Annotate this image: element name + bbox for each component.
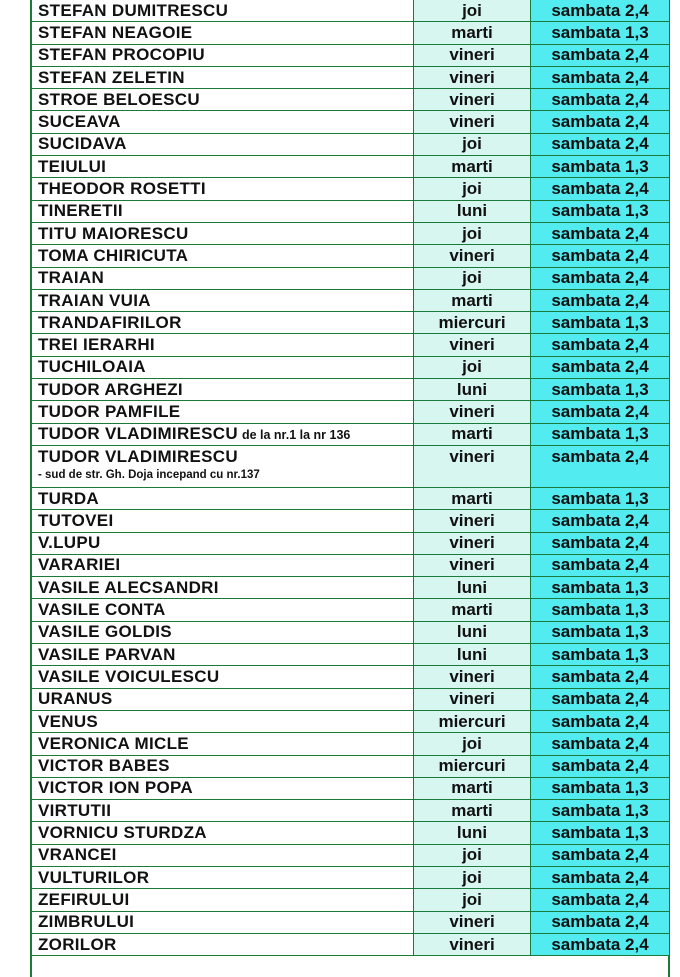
table-row <box>32 933 670 955</box>
street-name-cell <box>32 379 414 401</box>
street-name: VASILE ALECSANDRI <box>38 577 219 597</box>
collection-day-cell: vineri <box>414 89 531 111</box>
table-row <box>32 554 670 576</box>
table-row <box>32 222 670 244</box>
street-name: STEFAN ZELETIN <box>38 67 185 87</box>
collection-day-cell: vineri <box>414 401 531 423</box>
street-name: TURDA <box>38 488 99 508</box>
table-row <box>32 267 670 289</box>
street-name: VRANCEI <box>38 845 117 865</box>
saturday-schedule-cell: sambata 1,3 <box>531 423 670 445</box>
street-name-cell <box>32 423 414 445</box>
street-name: TITU MAIORESCU <box>38 223 189 243</box>
collection-day-cell: marti <box>414 156 531 178</box>
saturday-schedule-cell: sambata 2,4 <box>531 733 670 755</box>
table-row <box>32 487 670 509</box>
street-name-cell <box>32 644 414 666</box>
street-name-cell <box>32 755 414 777</box>
collection-day-cell: joi <box>414 844 531 866</box>
street-name: SUCEAVA <box>38 112 121 132</box>
collection-day-cell: marti <box>414 487 531 509</box>
saturday-schedule-cell: sambata 1,3 <box>531 599 670 621</box>
table-row <box>32 178 670 200</box>
table-row <box>32 889 670 911</box>
saturday-schedule-cell: sambata 2,4 <box>531 0 670 22</box>
street-name: VASILE PARVAN <box>38 644 176 664</box>
saturday-schedule-cell: sambata 1,3 <box>531 156 670 178</box>
street-name: ZORILOR <box>38 934 117 954</box>
collection-day-cell: luni <box>414 577 531 599</box>
street-name: TINERETII <box>38 201 123 221</box>
saturday-schedule-cell: sambata 2,4 <box>531 133 670 155</box>
collection-day-cell: vineri <box>414 933 531 955</box>
street-name-cell <box>32 710 414 732</box>
saturday-schedule-cell: sambata 1,3 <box>531 621 670 643</box>
saturday-schedule-cell: sambata 2,4 <box>531 289 670 311</box>
collection-day-cell: vineri <box>414 44 531 66</box>
street-name: VIRTUTII <box>38 800 112 820</box>
street-name: TREI IERARHI <box>38 335 155 355</box>
table-row <box>32 334 670 356</box>
table-row <box>32 510 670 532</box>
street-name-cell <box>32 89 414 111</box>
table-row <box>32 66 670 88</box>
table-row <box>32 844 670 866</box>
street-name-cell <box>32 356 414 378</box>
street-name-cell <box>32 312 414 334</box>
table-row <box>32 423 670 445</box>
street-name: URANUS <box>38 689 113 709</box>
street-name-cell <box>32 22 414 44</box>
collection-day-cell: joi <box>414 356 531 378</box>
saturday-schedule-cell: sambata 2,4 <box>531 66 670 88</box>
saturday-schedule-cell: sambata 2,4 <box>531 222 670 244</box>
collection-day-cell: marti <box>414 423 531 445</box>
street-name-cell <box>32 554 414 576</box>
street-name-cell <box>32 289 414 311</box>
street-name-cell <box>32 911 414 933</box>
collection-day-cell: vineri <box>414 445 531 487</box>
saturday-schedule-cell: sambata 2,4 <box>531 666 670 688</box>
table-row <box>32 156 670 178</box>
street-name-cell <box>32 445 414 487</box>
collection-day-cell: luni <box>414 200 531 222</box>
street-name: VASILE GOLDIS <box>38 622 172 642</box>
street-name: TOMA CHIRICUTA <box>38 245 189 265</box>
saturday-schedule-cell: sambata 1,3 <box>531 22 670 44</box>
table-row <box>32 599 670 621</box>
street-name-cell <box>32 334 414 356</box>
saturday-schedule-cell: sambata 2,4 <box>531 510 670 532</box>
collection-day-cell: vineri <box>414 334 531 356</box>
street-name: TUDOR PAMFILE <box>38 401 181 421</box>
table-row <box>32 577 670 599</box>
table-row <box>32 822 670 844</box>
table-row <box>32 356 670 378</box>
collection-day-cell: luni <box>414 644 531 666</box>
street-name: TUCHILOAIA <box>38 357 146 377</box>
table-row <box>32 666 670 688</box>
saturday-schedule-cell: sambata 2,4 <box>531 245 670 267</box>
street-name-cell <box>32 889 414 911</box>
collection-day-cell: vineri <box>414 66 531 88</box>
saturday-schedule-cell: sambata 1,3 <box>531 577 670 599</box>
saturday-schedule-cell: sambata 1,3 <box>531 487 670 509</box>
saturday-schedule-cell: sambata 2,4 <box>531 933 670 955</box>
collection-day-cell: joi <box>414 267 531 289</box>
collection-schedule-table <box>31 0 670 956</box>
street-subnote: - sud de str. Gh. Doja incepand cu nr.137 <box>38 468 260 481</box>
table-row <box>32 44 670 66</box>
table-row <box>32 866 670 888</box>
saturday-schedule-cell: sambata 2,4 <box>531 334 670 356</box>
table-row <box>32 133 670 155</box>
street-name: VENUS <box>38 711 99 731</box>
street-name: TRAIAN VUIA <box>38 290 151 310</box>
table-row <box>32 733 670 755</box>
collection-day-cell: luni <box>414 621 531 643</box>
street-name-cell <box>32 733 414 755</box>
street-name-cell <box>32 66 414 88</box>
table-row <box>32 0 670 22</box>
saturday-schedule-cell: sambata 1,3 <box>531 644 670 666</box>
street-name: VASILE CONTA <box>38 600 166 620</box>
street-name-cell <box>32 178 414 200</box>
collection-day-cell: miercuri <box>414 312 531 334</box>
street-name: VICTOR BABES <box>38 756 170 776</box>
saturday-schedule-cell: sambata 2,4 <box>531 178 670 200</box>
saturday-schedule-cell: sambata 2,4 <box>531 532 670 554</box>
street-name: ZIMBRULUI <box>38 912 135 932</box>
saturday-schedule-cell: sambata 1,3 <box>531 822 670 844</box>
collection-day-cell: luni <box>414 379 531 401</box>
street-name: VERONICA MICLE <box>38 733 189 753</box>
street-name: V.LUPU <box>38 533 101 553</box>
collection-day-cell: vineri <box>414 911 531 933</box>
collection-day-cell: marti <box>414 22 531 44</box>
table-row <box>32 777 670 799</box>
collection-day-cell: vineri <box>414 666 531 688</box>
saturday-schedule-cell: sambata 2,4 <box>531 844 670 866</box>
collection-day-cell: joi <box>414 866 531 888</box>
saturday-schedule-cell: sambata 2,4 <box>531 911 670 933</box>
collection-day-cell: joi <box>414 178 531 200</box>
street-name: VARARIEI <box>38 555 121 575</box>
collection-day-cell: joi <box>414 889 531 911</box>
street-name: VULTURILOR <box>38 867 150 887</box>
collection-day-cell: vineri <box>414 111 531 133</box>
collection-day-cell: miercuri <box>414 710 531 732</box>
street-name: TRAIAN <box>38 268 105 288</box>
street-name-cell <box>32 777 414 799</box>
table-row <box>32 22 670 44</box>
table-row <box>32 800 670 822</box>
street-name-cell <box>32 44 414 66</box>
table-row <box>32 621 670 643</box>
street-name-cell <box>32 844 414 866</box>
street-name: TUDOR VLADIMIRESCU <box>38 423 238 443</box>
collection-day-cell: miercuri <box>414 755 531 777</box>
collection-day-cell: vineri <box>414 245 531 267</box>
saturday-schedule-cell: sambata 2,4 <box>531 445 670 487</box>
saturday-schedule-cell: sambata 1,3 <box>531 800 670 822</box>
street-name-cell <box>32 532 414 554</box>
saturday-schedule-cell: sambata 2,4 <box>531 889 670 911</box>
street-name-cell <box>32 666 414 688</box>
street-name-cell <box>32 577 414 599</box>
street-name-cell <box>32 800 414 822</box>
street-name: STEFAN NEAGOIE <box>38 22 193 42</box>
saturday-schedule-cell: sambata 2,4 <box>531 267 670 289</box>
schedule-body <box>32 0 670 956</box>
collection-day-cell: marti <box>414 289 531 311</box>
street-name-cell <box>32 401 414 423</box>
saturday-schedule-cell: sambata 2,4 <box>531 866 670 888</box>
saturday-schedule-cell: sambata 2,4 <box>531 111 670 133</box>
street-name-cell <box>32 599 414 621</box>
collection-day-cell: luni <box>414 822 531 844</box>
street-name-cell <box>32 0 414 22</box>
street-name-cell <box>32 222 414 244</box>
table-row <box>32 312 670 334</box>
saturday-schedule-cell: sambata 2,4 <box>531 755 670 777</box>
street-name-cell <box>32 156 414 178</box>
street-name: TUTOVEI <box>38 510 114 530</box>
collection-day-cell: marti <box>414 777 531 799</box>
saturday-schedule-cell: sambata 2,4 <box>531 710 670 732</box>
collection-day-cell: vineri <box>414 510 531 532</box>
saturday-schedule-cell: sambata 2,4 <box>531 554 670 576</box>
saturday-schedule-cell: sambata 1,3 <box>531 777 670 799</box>
street-name: STEFAN DUMITRESCU <box>38 0 229 20</box>
street-name: TEIULUI <box>38 156 107 176</box>
street-name: VASILE VOICULESCU <box>38 666 220 686</box>
street-name: TRANDAFIRILOR <box>38 312 182 332</box>
collection-day-cell: vineri <box>414 688 531 710</box>
street-name: VICTOR ION POPA <box>38 778 194 798</box>
collection-day-cell: vineri <box>414 554 531 576</box>
street-name-cell <box>32 267 414 289</box>
saturday-schedule-cell: sambata 1,3 <box>531 312 670 334</box>
street-name: STEFAN PROCOPIU <box>38 45 205 65</box>
street-name: THEODOR ROSETTI <box>38 179 206 199</box>
table-row <box>32 245 670 267</box>
table-row <box>32 111 670 133</box>
collection-day-cell: vineri <box>414 532 531 554</box>
saturday-schedule-cell: sambata 2,4 <box>531 89 670 111</box>
street-name-cell <box>32 111 414 133</box>
table-row <box>32 200 670 222</box>
street-name-cell <box>32 133 414 155</box>
collection-day-cell: joi <box>414 0 531 22</box>
table-row <box>32 532 670 554</box>
street-name-cell <box>32 621 414 643</box>
street-name-cell <box>32 822 414 844</box>
table-row <box>32 89 670 111</box>
table-row <box>32 289 670 311</box>
table-row <box>32 401 670 423</box>
street-note: de la nr.1 la nr 136 <box>241 427 351 442</box>
street-name-cell <box>32 487 414 509</box>
table-row <box>32 688 670 710</box>
saturday-schedule-cell: sambata 1,3 <box>531 200 670 222</box>
schedule-sheet <box>30 0 670 977</box>
street-name: ZEFIRULUI <box>38 889 130 909</box>
table-row <box>32 379 670 401</box>
street-name: VORNICU STURDZA <box>38 823 207 843</box>
collection-day-cell: joi <box>414 133 531 155</box>
street-name-cell <box>32 200 414 222</box>
street-name: STROE BELOESCU <box>38 89 200 109</box>
table-row <box>32 445 670 487</box>
street-name-cell <box>32 688 414 710</box>
street-name-cell <box>32 245 414 267</box>
collection-day-cell: joi <box>414 733 531 755</box>
street-name: TUDOR ARGHEZI <box>38 379 183 399</box>
saturday-schedule-cell: sambata 1,3 <box>531 379 670 401</box>
street-name-cell <box>32 510 414 532</box>
street-name: SUCIDAVA <box>38 134 127 154</box>
saturday-schedule-cell: sambata 2,4 <box>531 44 670 66</box>
collection-day-cell: marti <box>414 800 531 822</box>
table-row <box>32 710 670 732</box>
street-name: TUDOR VLADIMIRESCU <box>38 446 238 466</box>
collection-day-cell: joi <box>414 222 531 244</box>
collection-day-cell: marti <box>414 599 531 621</box>
table-row <box>32 911 670 933</box>
saturday-schedule-cell: sambata 2,4 <box>531 401 670 423</box>
table-row <box>32 644 670 666</box>
saturday-schedule-cell: sambata 2,4 <box>531 356 670 378</box>
street-name-cell <box>32 933 414 955</box>
street-name-cell <box>32 866 414 888</box>
table-row <box>32 755 670 777</box>
saturday-schedule-cell: sambata 2,4 <box>531 688 670 710</box>
